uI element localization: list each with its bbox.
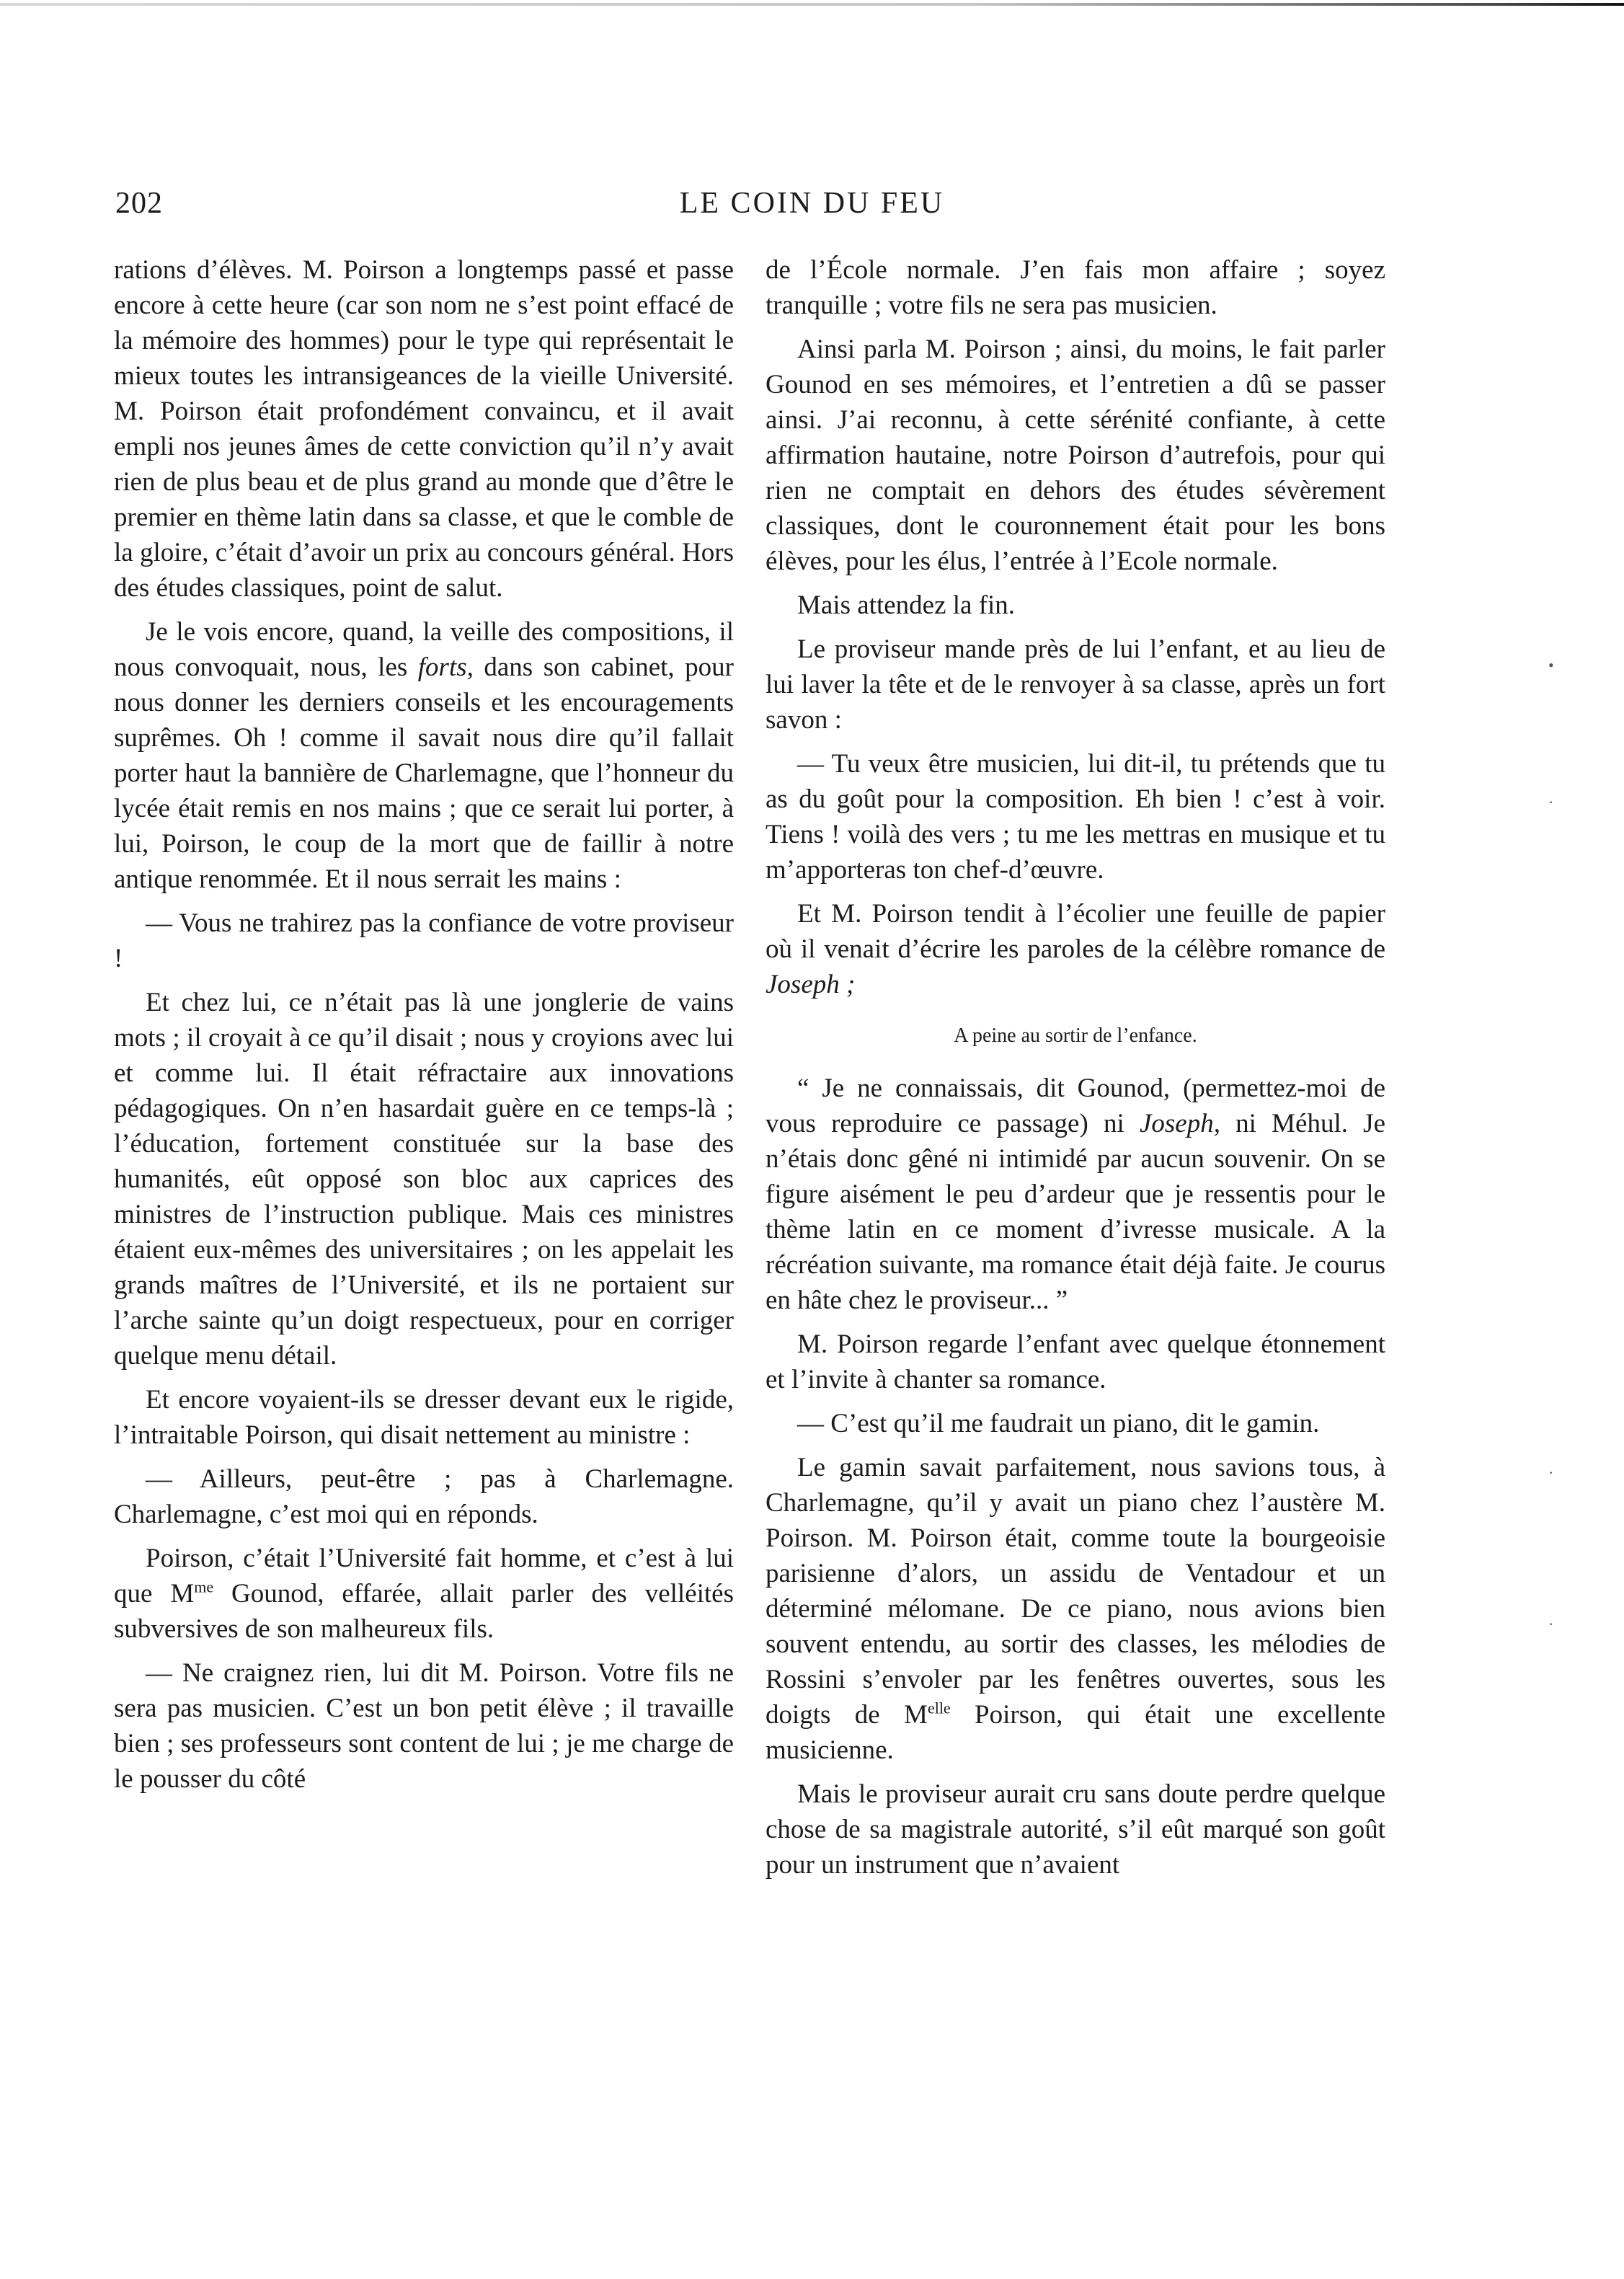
paragraph: Le proviseur mande près de lui l’enfant, et au lieu de lui laver la tête et de le renvoyer à sa classe, après un fort savon : [766, 634, 1385, 735]
italic-title: Joseph, [1139, 1109, 1220, 1138]
margin-speck: • [1548, 656, 1554, 674]
dialogue-line: — Ne craignez rien, lui dit M. Poirson. Votre fils ne sera pas musicien. C’est un bon petit élève ; il travaille bien ; ses professeurs sont content de lui ; je me charge de le pousser du côté [114, 1658, 734, 1794]
right-column [766, 252, 1385, 1891]
running-title: LE COIN DU FEU [679, 187, 945, 220]
paragraph: Mais le proviseur aurait cru sans doute perdre quelque chose de sa magistrale autorité, s’il eût marqué son goût pour un instrument que n’avaient [766, 1779, 1385, 1880]
page-number: 202 [115, 187, 163, 220]
left-column [114, 252, 734, 1805]
paragraph: M. Poirson regarde l’enfant avec quelque étonnement et l’invite à chanter sa romance. [766, 1329, 1385, 1394]
dialogue-line: — C’est qu’il me faudrait un piano, dit le gamin. [797, 1409, 1320, 1438]
paragraph: Et chez lui, ce n’était pas là une jonglerie de vains mots ; il croyait à ce qu’il disait ; nous y croyions avec lui et comme lui. Il était réfractaire aux innovations pédagogiques. On n’en hasardait guère en ce temps-là ; l’éducation, fortement constituée sur la base des humanités, eût opposé son bloc aux caprices des ministres de l’instruction publique. Mais ces ministres étaient eux-mêmes des universitaires ; on les appelait les grands maîtres de l’Université, et ils ne portaient sur l’arche sainte qu’un doigt respectueux, pour en corriger quelque menu détail. [114, 988, 734, 1371]
paragraph: Poirson, c’était l’Université fait homme, et c’est à lui que $M^{me}$ Gounod, effarée, allait parler des velléités subversives de son malheureux fils. [114, 1544, 734, 1644]
margin-speck: · [1548, 1464, 1554, 1482]
paragraph: Et encore voyaient-ils se dresser devant eux le rigide, l’intraitable Poirson, qui disait nettement au ministre : [114, 1385, 734, 1450]
paragraph: Le gamin savait parfaitement, nous savions tous, à Charlemagne, qu’il y avait un piano chez l’austère M. Poirson. M. Poirson était, comme toute la bourgeoisie parisienne d’alors, un assidu de Ventadour et un déterminé mélomane. De ce piano, nous avions bien souvent entendu, au sortir des classes, les mélodies de Rossini s’envoler par les fenêtres ouvertes, sous les doigts de $M^{elle}$ Poirson, qui était une excellente musicienne. [766, 1453, 1385, 1765]
italic-word: forts, [417, 652, 474, 682]
paragraph: Je le vois encore, quand, la veille des compositions, il nous convoquait, nous, les forts, dans son cabinet, pour nous donner les derniers conseils et les encouragements suprêmes. Oh ! comme il savait nous dire qu’il fallait porter haut la bannière de Charlemagne, que l’honneur du lycée était remis en nos mains ; que ce serait lui porter, à lui, Poirson, le coup de la mort que de faillir à notre antique renommée. Et il nous serrait les mains : [114, 617, 734, 894]
margin-speck: · [1548, 1615, 1554, 1633]
quotation: “ Je ne connaissais, dit Gounod, (permettez-moi de vous reproduire ce passage) ni Joseph, ni Méhul. Je n’étais donc gêné ni intimidé par aucun souvenir. On se figure aisément le peu d’ardeur que je ressentis pour le thème latin en ce moment d’ivresse musicale. A la récréation suivante, ma romance était déjà faite. Je courus en hâte chez le proviseur... ” [766, 1074, 1386, 1315]
dialogue-line: — Vous ne trahirez pas la confiance de votre proviseur ! [114, 908, 734, 973]
verse-line: A peine au sortir de l’enfance. [954, 1025, 1197, 1047]
paragraph: Ainsi parla M. Poirson ; ainsi, du moins, le fait parler Gounod en ses mémoires, et l’entretien a dû se passer ainsi. J’ai reconnu, à cette sérénité confiante, à cette affirmation hautaine, notre Poirson d’autrefois, pour qui rien ne comptait en dehors des études sévèrement classiques, dont le couronnement était pour les bons élèves, pour les élus, l’entrée à l’Ecole normale. [766, 335, 1385, 576]
top-scan-edge [0, 3, 1624, 6]
margin-speck: · [1548, 793, 1554, 811]
paragraph: de l’École normale. J’en fais mon affaire ; soyez tranquille ; votre fils ne sera pas musicien. [766, 255, 1385, 320]
italic-title: Joseph ; [766, 970, 856, 999]
paragraph: Mais attendez la fin. [797, 590, 1016, 620]
dialogue-line: — Tu veux être musicien, lui dit-il, tu prétends que tu as du goût pour la composition. Eh bien ! c’est à voir. Tiens ! voilà des vers ; tu me les mettras en musique et tu m’apporteras ton chef-d’œuvre. [766, 749, 1385, 885]
paragraph: rations d’élèves. M. Poirson a longtemps passé et passe encore à cette heure (car son nom ne s’est point effacé de la mémoire des hommes) pour le type qui représentait le mieux toutes les intransigeances de la vieille Université. M. Poirson était profondément convaincu, et il avait empli nos jeunes âmes de cette conviction qu’il n’y avait rien de plus beau et de plus grand au monde que d’être le premier en thème latin dans sa classe, et que le comble de la gloire, c’était d’avoir un prix au concours général. Hors des études classiques, point de salut. [114, 255, 734, 603]
dialogue-line: — Ailleurs, peut-être ; pas à Charlemagne. Charlemagne, c’est moi qui en réponds. [114, 1464, 734, 1529]
paragraph: Et M. Poirson tendit à l’écolier une feuille de papier où il venait d’écrire les paroles de la célèbre romance de Joseph ; [766, 899, 1385, 999]
